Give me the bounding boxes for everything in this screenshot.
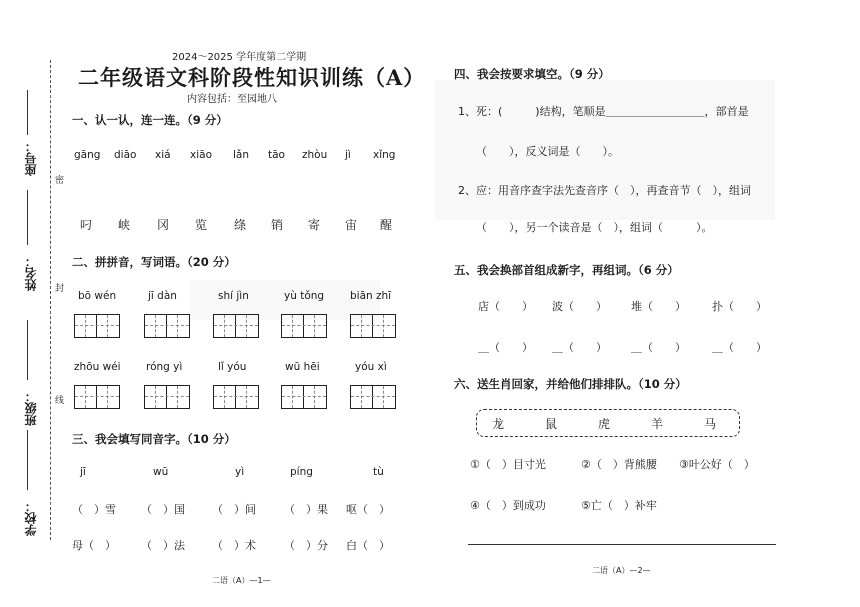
character: 峡 xyxy=(118,218,131,232)
character: 叼 xyxy=(80,218,93,232)
fold-line xyxy=(50,60,51,540)
radical-item[interactable]: ＿（ ） xyxy=(631,341,686,354)
blank-item[interactable]: 母（ ） xyxy=(72,539,116,552)
blank-item[interactable]: （ ）术 xyxy=(212,539,256,552)
idiom-item[interactable]: ②（ ）背熊腰 xyxy=(581,458,657,471)
writing-grid[interactable] xyxy=(144,385,190,409)
pinyin: yóu xì xyxy=(355,361,387,373)
radical-item[interactable]: 店（ ） xyxy=(478,300,533,313)
character: 醒 xyxy=(380,218,393,232)
section4-line2: （ ），反义词是（ ）。 xyxy=(476,145,619,158)
class-label: 班级： xyxy=(24,390,38,426)
radical-item[interactable]: ＿（ ） xyxy=(712,341,767,354)
section4-line1: 1、死：( )结构，笔顺是＿＿＿＿＿＿＿＿＿，部首是 xyxy=(458,105,749,118)
pinyin: jī xyxy=(80,466,86,478)
school-line xyxy=(27,430,28,490)
writing-grid[interactable] xyxy=(350,385,396,409)
blank-item[interactable]: （ ）间 xyxy=(212,503,256,516)
zodiac-animal: 虎 xyxy=(598,417,611,431)
radical-item[interactable]: 波（ ） xyxy=(552,300,607,313)
blank-item[interactable]: （ ）分 xyxy=(284,539,328,552)
pinyin: diāo xyxy=(114,149,137,161)
character: 绦 xyxy=(234,218,247,232)
section6-heading: 六、送生肖回家，并给他们排排队。（10 分） xyxy=(454,377,687,391)
pinyin: yù tǒng xyxy=(284,290,325,302)
section1-heading: 一、认一认，连一连。（9 分） xyxy=(72,113,228,127)
blank-item[interactable]: （ ）法 xyxy=(141,539,185,552)
school-label: 学校： xyxy=(24,500,38,536)
pinyin: zhòu xyxy=(302,149,328,161)
class-line xyxy=(27,320,28,380)
pinyin: wū xyxy=(153,466,169,478)
pinyin: jì xyxy=(345,149,351,161)
writing-grid[interactable] xyxy=(213,385,259,409)
pinyin: wū hēi xyxy=(285,361,320,373)
writing-grid[interactable] xyxy=(281,385,327,409)
writing-grid[interactable] xyxy=(144,314,190,338)
blank-item[interactable]: （ ）果 xyxy=(284,503,328,516)
radical-item[interactable]: 堆（ ） xyxy=(631,300,686,313)
page-footer-left: 二语（A）—1— xyxy=(212,576,271,585)
answer-line[interactable] xyxy=(468,544,776,545)
radical-item[interactable]: ＿（ ） xyxy=(552,341,607,354)
pinyin: lǎn xyxy=(233,149,250,161)
pinyin: tāo xyxy=(268,149,285,161)
pinyin: xǐng xyxy=(373,149,396,161)
section5-heading: 五、我会换部首组成新字，再组词。（6 分） xyxy=(454,263,679,277)
character: 览 xyxy=(195,218,208,232)
school-year: 2024～2025 学年度第二学期 xyxy=(172,52,307,63)
character: 销 xyxy=(271,218,284,232)
character: 冈 xyxy=(157,218,170,232)
section4-heading: 四、我会按要求填空。（9 分） xyxy=(454,67,610,81)
pinyin: bō wén xyxy=(78,290,117,302)
pinyin: biān zhī xyxy=(350,290,392,302)
pinyin: zhōu wéi xyxy=(74,361,121,373)
writing-grid[interactable] xyxy=(281,314,327,338)
writing-grid[interactable] xyxy=(213,314,259,338)
seat-number-line xyxy=(27,90,28,135)
content-scope: 内容包括：至园地八 xyxy=(187,94,277,105)
character: 寄 xyxy=(308,218,321,232)
pinyin: yì xyxy=(235,466,245,478)
name-label: 姓名： xyxy=(24,255,38,291)
radical-item[interactable]: ＿（ ） xyxy=(478,341,533,354)
pinyin: tù xyxy=(373,466,384,478)
blank-item[interactable]: （ ）国 xyxy=(141,503,185,516)
seal-word: 封 xyxy=(53,283,63,292)
idiom-item[interactable]: ⑤亡（ ）补牢 xyxy=(581,499,657,512)
blank-item[interactable]: 白（ ） xyxy=(346,539,390,552)
idiom-item[interactable]: ④（ ）到成功 xyxy=(470,499,546,512)
zodiac-animal: 鼠 xyxy=(545,417,558,431)
radical-item[interactable]: 扑（ ） xyxy=(712,300,767,313)
character: 宙 xyxy=(345,218,358,232)
section3-heading: 三、我会填写同音字。（10 分） xyxy=(72,432,236,446)
blank-item[interactable]: （ ）雪 xyxy=(72,503,116,516)
writing-grid[interactable] xyxy=(350,314,396,338)
section4-line3: 2、应：用音序查字法先查音序（ ），再查音节（ ），组词 xyxy=(458,184,751,197)
idiom-item[interactable]: ③叶公好（ ） xyxy=(679,458,755,471)
zodiac-animal: 龙 xyxy=(492,417,505,431)
writing-grid[interactable] xyxy=(74,314,120,338)
name-line xyxy=(27,190,28,245)
pinyin: shí jìn xyxy=(218,290,249,302)
seal-word: 密 xyxy=(53,175,63,184)
idiom-item[interactable]: ①（ ）目寸光 xyxy=(470,458,546,471)
zodiac-animal: 羊 xyxy=(651,417,664,431)
writing-grid[interactable] xyxy=(74,385,120,409)
page-footer-right: 二语（A）—2— xyxy=(592,566,651,575)
zodiac-animal: 马 xyxy=(704,417,717,431)
pinyin: píng xyxy=(290,466,313,478)
pinyin: xiá xyxy=(155,149,171,161)
pinyin: gāng xyxy=(74,149,101,161)
pinyin: xiāo xyxy=(190,149,212,161)
blank-item[interactable]: 呕（ ） xyxy=(346,503,390,516)
section4-line4: （ ），另一个读音是（ ），组词（ ）。 xyxy=(476,221,713,234)
seal-word: 线 xyxy=(53,395,63,404)
seat-number-label: 座号： xyxy=(24,140,38,176)
page-title: 二年级语文科阶段性知识训练（A） xyxy=(78,65,426,90)
section2-heading: 二、拼拼音，写词语。（20 分） xyxy=(72,255,236,269)
pinyin: jī dàn xyxy=(148,290,177,302)
pinyin: róng yì xyxy=(146,361,183,373)
pinyin: lǐ yóu xyxy=(218,361,247,373)
